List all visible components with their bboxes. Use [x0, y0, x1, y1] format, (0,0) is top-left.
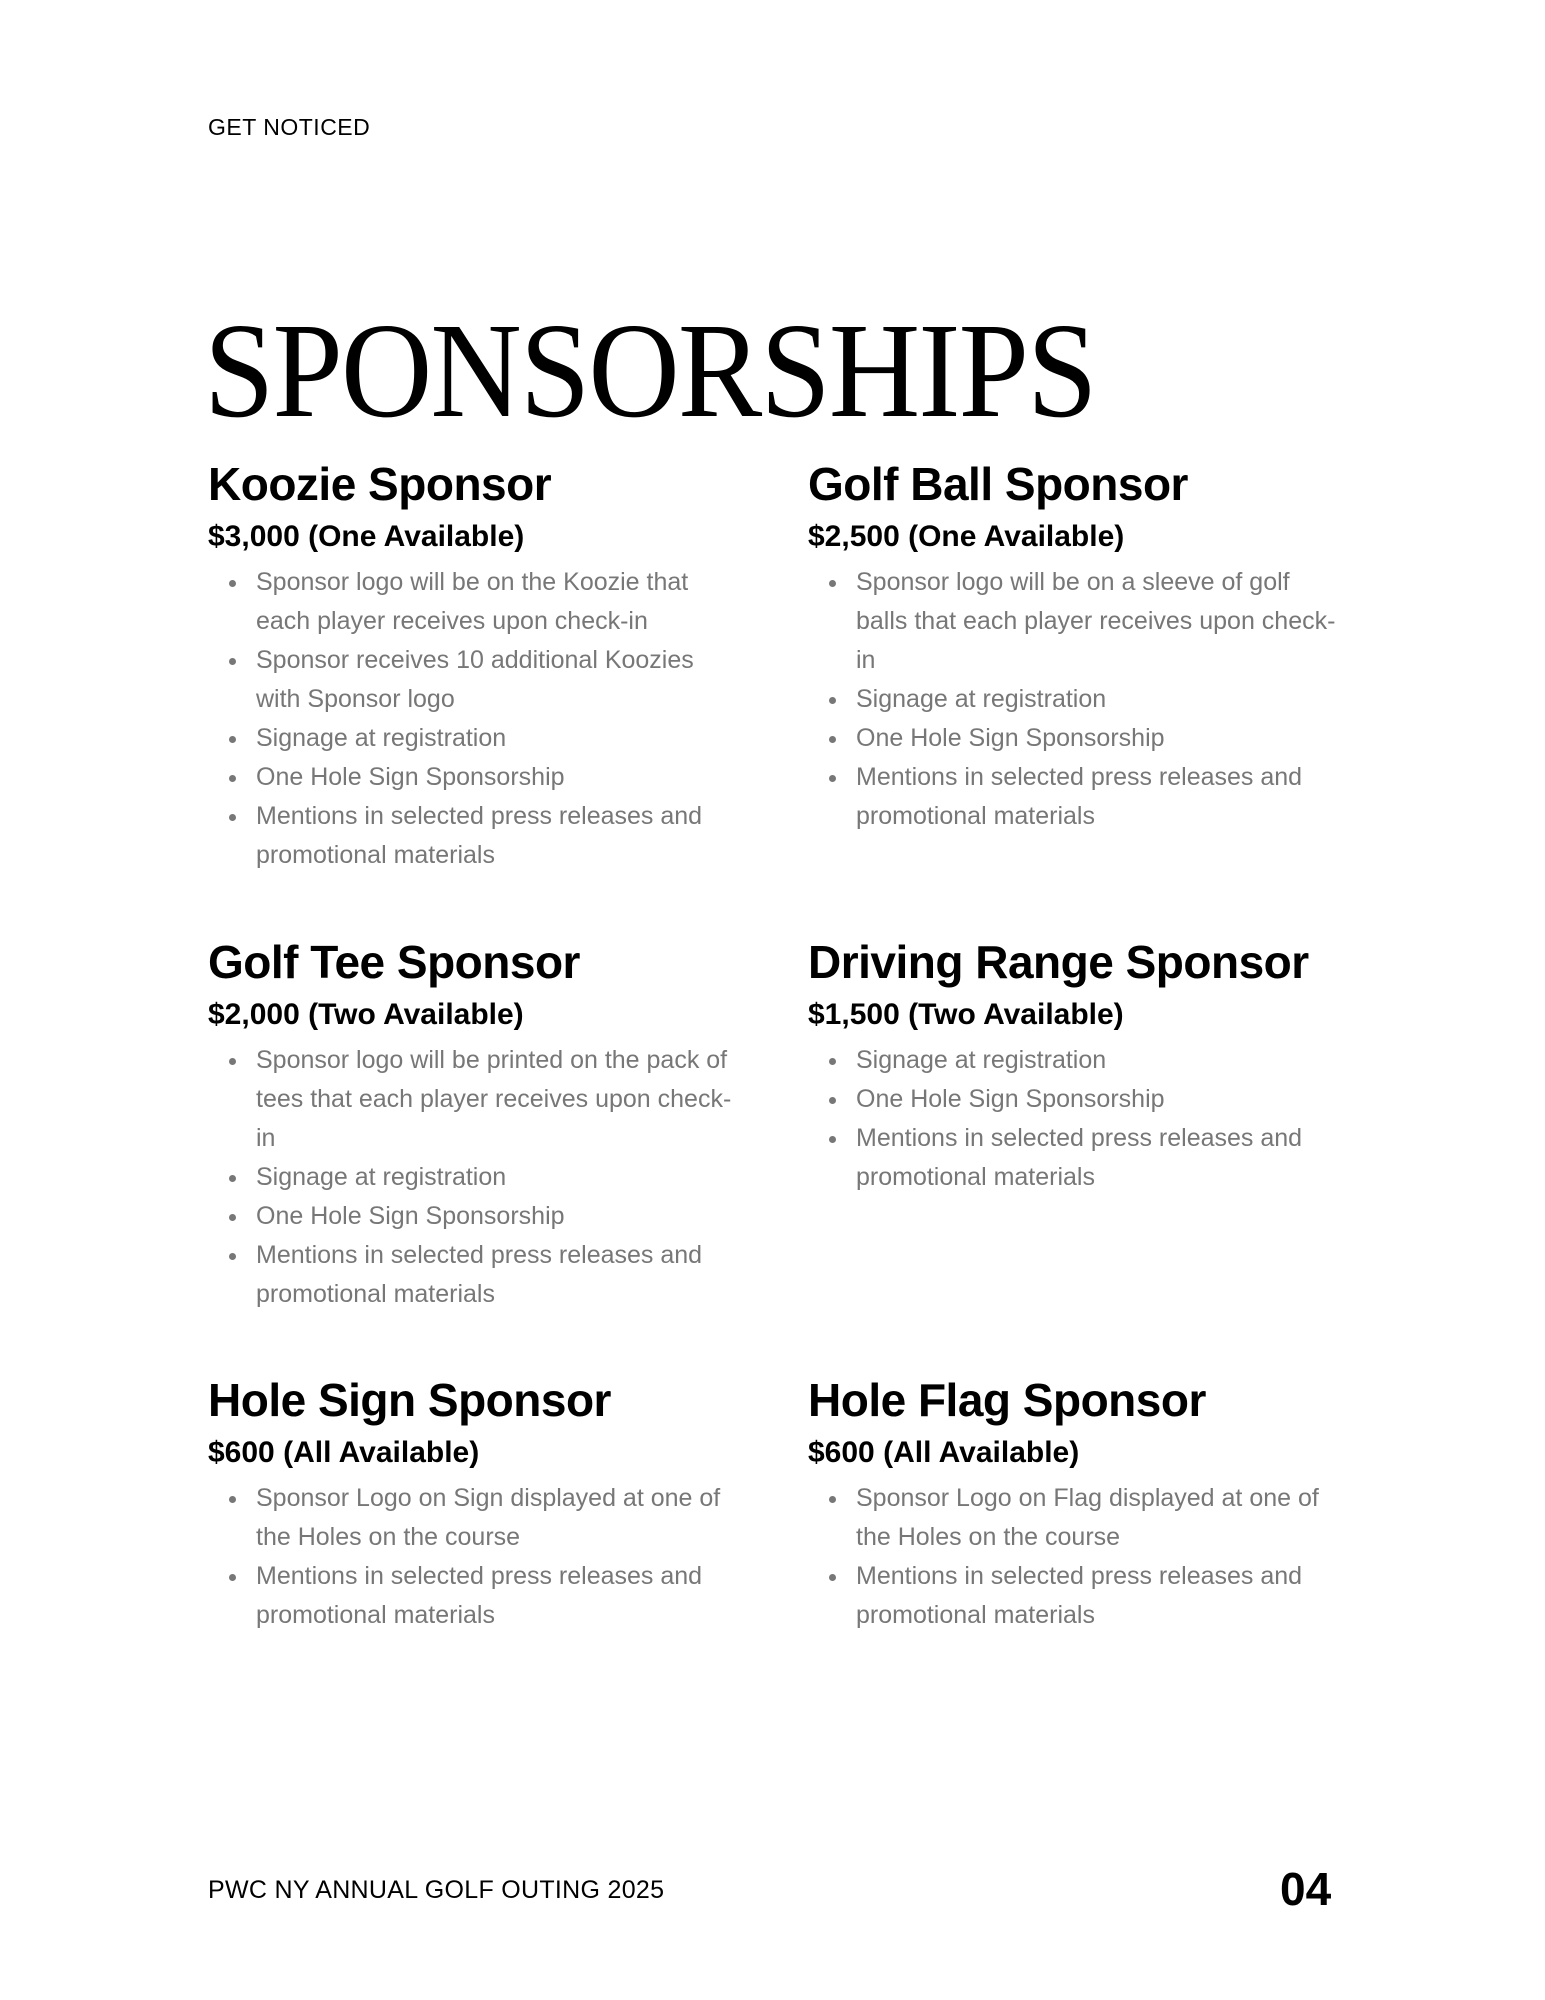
benefit-text: Sponsor logo will be on the Koozie that each player receives upon check-in	[256, 568, 689, 635]
bullet-icon	[229, 1253, 236, 1260]
benefit-text: Mentions in selected press releases and promotional materials	[856, 1124, 1303, 1191]
sponsor-card	[808, 455, 1348, 836]
bullet-icon	[229, 1214, 236, 1221]
benefit-text: Sponsor receives 10 additional Koozies with Sponsor logo	[256, 646, 694, 713]
benefit-text: One Hole Sign Sponsorship	[856, 724, 1165, 752]
benefit-item	[856, 1080, 1336, 1119]
benefit-item	[256, 1479, 736, 1557]
benefit-item	[256, 563, 736, 641]
sponsor-name: Hole Sign Sponsor	[208, 1374, 611, 1426]
benefit-text: Mentions in selected press releases and promotional materials	[856, 1562, 1303, 1629]
sponsor-card	[208, 455, 748, 875]
benefit-list	[208, 1041, 736, 1314]
footer-event-name: PWC NY ANNUAL GOLF OUTING 2025	[208, 1876, 665, 1904]
sponsor-price: $600 (All Available)	[208, 1436, 480, 1469]
benefit-item	[856, 719, 1336, 758]
benefit-text: Sponsor logo will be on a sleeve of golf balls that each player receives upon check-in	[856, 568, 1336, 674]
benefit-item	[856, 1557, 1336, 1635]
benefit-item	[256, 1158, 736, 1197]
bullet-icon	[829, 1097, 836, 1104]
benefit-text: Mentions in selected press releases and promotional materials	[256, 1241, 703, 1308]
benefit-item	[256, 1197, 736, 1236]
bullet-icon	[829, 1058, 836, 1065]
bullet-icon	[829, 775, 836, 782]
sponsor-price: $3,000 (One Available)	[208, 520, 525, 553]
benefit-text: One Hole Sign Sponsorship	[856, 1085, 1165, 1113]
benefit-text: Mentions in selected press releases and promotional materials	[256, 1562, 703, 1629]
benefit-item	[856, 1119, 1336, 1197]
benefit-item	[256, 1557, 736, 1635]
benefit-text: Sponsor Logo on Flag displayed at one of the Holes on the course	[856, 1484, 1319, 1551]
bullet-icon	[229, 658, 236, 665]
benefit-text: Signage at registration	[256, 1163, 507, 1191]
sponsor-card	[808, 933, 1348, 1197]
bullet-icon	[829, 1574, 836, 1581]
benefit-item	[856, 758, 1336, 836]
benefit-list	[808, 1041, 1336, 1197]
sponsor-price: $1,500 (Two Available)	[808, 998, 1124, 1031]
benefit-text: Mentions in selected press releases and promotional materials	[256, 802, 703, 869]
sponsor-price: $600 (All Available)	[808, 1436, 1080, 1469]
sponsor-price: $2,000 (Two Available)	[208, 998, 524, 1031]
benefit-text: Signage at registration	[856, 1046, 1107, 1074]
sponsor-card	[208, 933, 748, 1314]
benefit-text: Signage at registration	[856, 685, 1107, 713]
benefit-item	[256, 719, 736, 758]
page-title: SPONSORSHIPS	[204, 296, 1096, 447]
benefit-text: Sponsor Logo on Sign displayed at one of the Holes on the course	[256, 1484, 721, 1551]
bullet-icon	[229, 1175, 236, 1182]
page-number: 04	[1280, 1863, 1332, 1915]
sponsor-name: Golf Ball Sponsor	[808, 458, 1188, 510]
bullet-icon	[829, 580, 836, 587]
benefit-list	[808, 563, 1336, 836]
benefit-list	[208, 563, 736, 875]
benefit-item	[256, 1041, 736, 1158]
bullet-icon	[229, 580, 236, 587]
benefit-text: Mentions in selected press releases and promotional materials	[856, 763, 1303, 830]
benefit-item	[256, 758, 736, 797]
benefit-item	[256, 641, 736, 719]
bullet-icon	[829, 697, 836, 704]
benefit-item	[856, 1479, 1336, 1557]
bullet-icon	[829, 1496, 836, 1503]
benefit-list	[208, 1479, 736, 1635]
bullet-icon	[229, 1058, 236, 1065]
benefit-item	[256, 1236, 736, 1314]
bullet-icon	[229, 814, 236, 821]
sponsor-name: Driving Range Sponsor	[808, 936, 1309, 988]
benefit-text: One Hole Sign Sponsorship	[256, 763, 565, 791]
bullet-icon	[229, 1574, 236, 1581]
benefit-item	[256, 797, 736, 875]
benefit-text: One Hole Sign Sponsorship	[256, 1202, 565, 1230]
benefit-item	[856, 563, 1336, 680]
benefit-item	[856, 680, 1336, 719]
sponsor-name: Koozie Sponsor	[208, 458, 552, 510]
bullet-icon	[229, 1496, 236, 1503]
benefit-list	[808, 1479, 1336, 1635]
sponsor-name: Golf Tee Sponsor	[208, 936, 580, 988]
benefit-text: Sponsor logo will be printed on the pack of tees that each player receives upon check-in	[256, 1046, 732, 1152]
sponsor-card	[808, 1371, 1348, 1635]
sponsor-card	[208, 1371, 748, 1635]
sponsor-name: Hole Flag Sponsor	[808, 1374, 1206, 1426]
bullet-icon	[829, 736, 836, 743]
bullet-icon	[229, 736, 236, 743]
benefit-text: Signage at registration	[256, 724, 507, 752]
bullet-icon	[829, 1136, 836, 1143]
benefit-item	[856, 1041, 1336, 1080]
section-kicker: GET NOTICED	[208, 114, 371, 140]
sponsor-price: $2,500 (One Available)	[808, 520, 1125, 553]
bullet-icon	[229, 775, 236, 782]
